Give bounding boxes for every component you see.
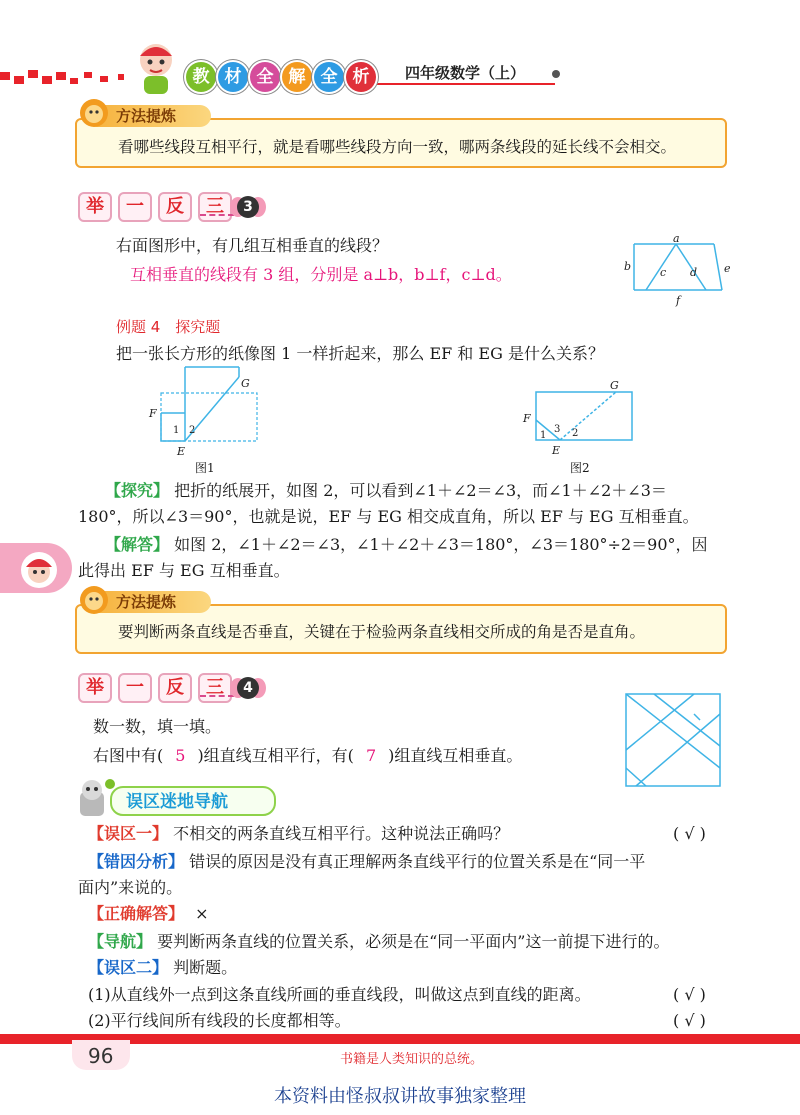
jyfs-number-1: 3 (237, 196, 259, 218)
example4-question: 把一张长方形的纸像图 1 一样折起来，那么 EF 和 EG 是什么关系？ (116, 344, 604, 363)
svg-text:b: b (624, 260, 632, 273)
mascot-icon (130, 38, 182, 96)
answer-tag: 【解答】 (105, 535, 170, 554)
svg-text:E: E (177, 445, 186, 458)
explore-text-1: 把折的纸展开，如图 2，可以看到∠1＋∠2＝∠3，而∠1＋∠2＋∠3＝ (174, 481, 667, 500)
exercise3-question: 右面图形中，有几组互相垂直的线段？ (116, 236, 389, 255)
fig1-caption: 图1 (195, 461, 215, 475)
svg-text:e: e (724, 262, 731, 275)
svg-text:G: G (241, 377, 250, 390)
svg-text:F: F (149, 407, 157, 420)
correct-line (88, 903, 209, 925)
method-label-2: 方法提炼 (86, 591, 211, 613)
header-title-char: 材 (218, 62, 248, 92)
cause-text-2: 面内”来说的。 (78, 878, 183, 897)
svg-text:1: 1 (540, 430, 547, 441)
svg-text:G: G (610, 380, 619, 392)
svg-text:1: 1 (173, 425, 180, 436)
example4-title: 例题 4 探究题 (116, 318, 221, 336)
trapezoid-figure (618, 232, 738, 312)
header-subtitle: 四年级数学（上） (405, 64, 526, 82)
cause-tag: 【错因分析】 (88, 852, 185, 871)
exercise4-line2: 右图中有( 5 )组直线互相平行，有( 7 )组直线互相垂直。 (93, 746, 523, 765)
header-title-char: 析 (346, 62, 376, 92)
judge-q1: (1)从直线外一点到这条直线所画的垂直线段，叫做这点到直线的距离。 (88, 985, 591, 1004)
jyfs-dash-1 (200, 214, 234, 216)
fold-figure-2 (520, 380, 640, 460)
exercise3-answer: 互相垂直的线段有 3 组，分别是 a⊥b，b⊥f，c⊥d。 (130, 265, 512, 284)
answer-text-2: 此得出 EF 与 EG 互相垂直。 (78, 561, 290, 580)
footer-motto: 书籍是人类知识的总统。 (340, 1052, 484, 1067)
jyfs-dash-2 (200, 695, 234, 697)
svg-text:c: c (660, 266, 667, 279)
jyfs-title-1: 举 一 反 三 (78, 192, 256, 222)
cause-line-1 (88, 851, 645, 873)
exercise4-line1: 数一数，填一填。 (93, 717, 222, 736)
answer-text-1: 如图 2，∠1＋∠2＝∠3，∠1＋∠2＋∠3＝180°，∠3＝180°÷2＝90°，因 (174, 535, 708, 554)
mistake1-mark: ( √ ) (673, 824, 706, 843)
answer-line-1 (105, 534, 708, 556)
svg-text:d: d (690, 266, 698, 279)
lion-icon (78, 584, 110, 616)
mistake1-tag: 【误区一】 (88, 824, 169, 843)
svg-text:2: 2 (572, 428, 579, 439)
correct-text: × (195, 904, 209, 923)
mistake1-line (88, 823, 509, 845)
mistake1-text: 不相交的两条直线互相平行。这种说法正确吗？ (173, 824, 510, 843)
guide-line (88, 931, 669, 953)
header-title-char: 全 (250, 62, 280, 92)
jyfs-number-2: 4 (237, 677, 259, 699)
judge-q2: (2)平行线间所有线段的长度都相等。 (88, 1011, 351, 1030)
perpendicular-count: 7 (365, 746, 377, 765)
explore-line-1 (105, 480, 667, 502)
svg-text:3: 3 (554, 424, 561, 435)
fig2-caption: 图2 (570, 461, 590, 475)
header-title-char: 全 (314, 62, 344, 92)
judge-q2-mark: ( √ ) (673, 1011, 706, 1030)
page-number: 96 (88, 1044, 114, 1068)
footer-credit: 本资料由怪叔叔讲故事独家整理 (274, 1086, 526, 1107)
jyfs-title-2: 举 一 反 三 (78, 673, 256, 703)
method-text-2: 要判断两条直线是否垂直，关键在于检验两条直线相交所成的角是否是直角。 (118, 623, 646, 641)
correct-tag: 【正确解答】 (88, 904, 185, 923)
method-label-1: 方法提炼 (86, 105, 211, 127)
explore-tag: 【探究】 (105, 481, 170, 500)
header-title-char: 教 (186, 62, 216, 92)
guide-text: 要判断两条直线的位置关系，必须是在“同一平面内”这一前提下进行的。 (157, 932, 670, 951)
svg-text:a: a (673, 232, 680, 245)
cause-text-1: 错误的原因是没有真正理解两条直线平行的位置关系是在“同一平 (189, 852, 646, 871)
judge-q1-mark: ( √ ) (673, 985, 706, 1004)
header-bar (0, 70, 800, 84)
explore-text-2: 180°，所以∠3＝90°，也就是说，EF 与 EG 相交成直角，所以 EF 与 EG 互相垂直。 (78, 507, 699, 526)
svg-text:f: f (676, 294, 681, 307)
lion-icon (78, 97, 110, 129)
mistake2-text: 判断题。 (173, 958, 238, 977)
svg-text:F: F (523, 412, 531, 425)
method-text-1: 看哪些线段互相平行，就是看哪些线段方向一致，哪两条线段的延长线不会相交。 (118, 138, 677, 156)
guide-tag: 【导航】 (88, 932, 153, 951)
mistakes-title: 误区迷地导航 (126, 792, 228, 812)
svg-text:2: 2 (189, 425, 196, 436)
parallel-count: 5 (175, 746, 186, 765)
square-figure (624, 690, 724, 790)
svg-text:E: E (552, 444, 561, 457)
side-tab (0, 543, 72, 593)
mistake2-line (88, 957, 237, 979)
header-title-char: 解 (282, 62, 312, 92)
mistake2-tag: 【误区二】 (88, 958, 169, 977)
